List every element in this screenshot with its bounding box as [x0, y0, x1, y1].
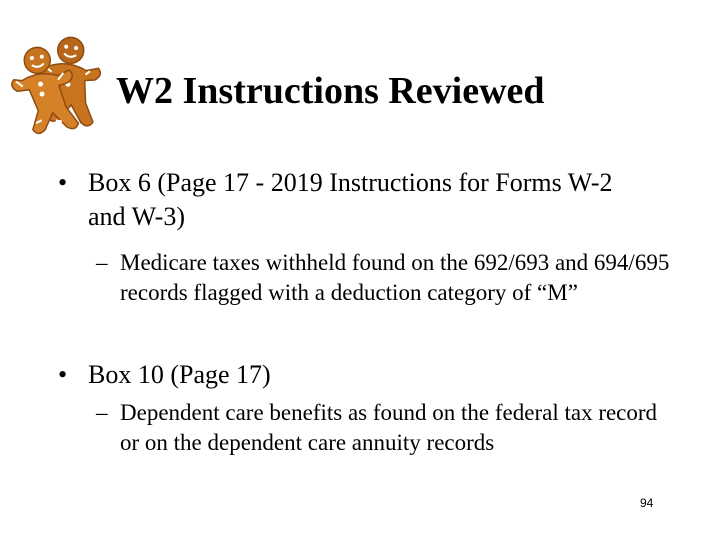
subbullet-text: Medicare taxes withheld found on the 692/693 and 694/695 records flagged with a deduction category of “M” [120, 250, 670, 305]
bullet-box-10 [58, 358, 628, 392]
subbullet-marker: – [96, 400, 108, 425]
bullet-text: Box 10 (Page 17) [88, 360, 271, 389]
bullet-marker: • [58, 168, 68, 197]
page-number: 94 [640, 496, 654, 510]
subbullet-medicare-taxes [96, 248, 676, 308]
bullet-text: Box 6 (Page 17 - 2019 Instructions for Forms W-2 and W-3) [88, 168, 613, 231]
subbullet-dependent-care [96, 398, 676, 458]
bullet-marker: • [58, 360, 68, 389]
subbullet-text: Dependent care benefits as found on the federal tax record or on the dependent care annuity records [120, 400, 658, 455]
gingerbread-men-icon [8, 34, 118, 144]
slide-title: W2 Instructions Reviewed [116, 70, 545, 112]
bullet-box-6 [58, 166, 628, 234]
subbullet-marker: – [96, 250, 108, 275]
